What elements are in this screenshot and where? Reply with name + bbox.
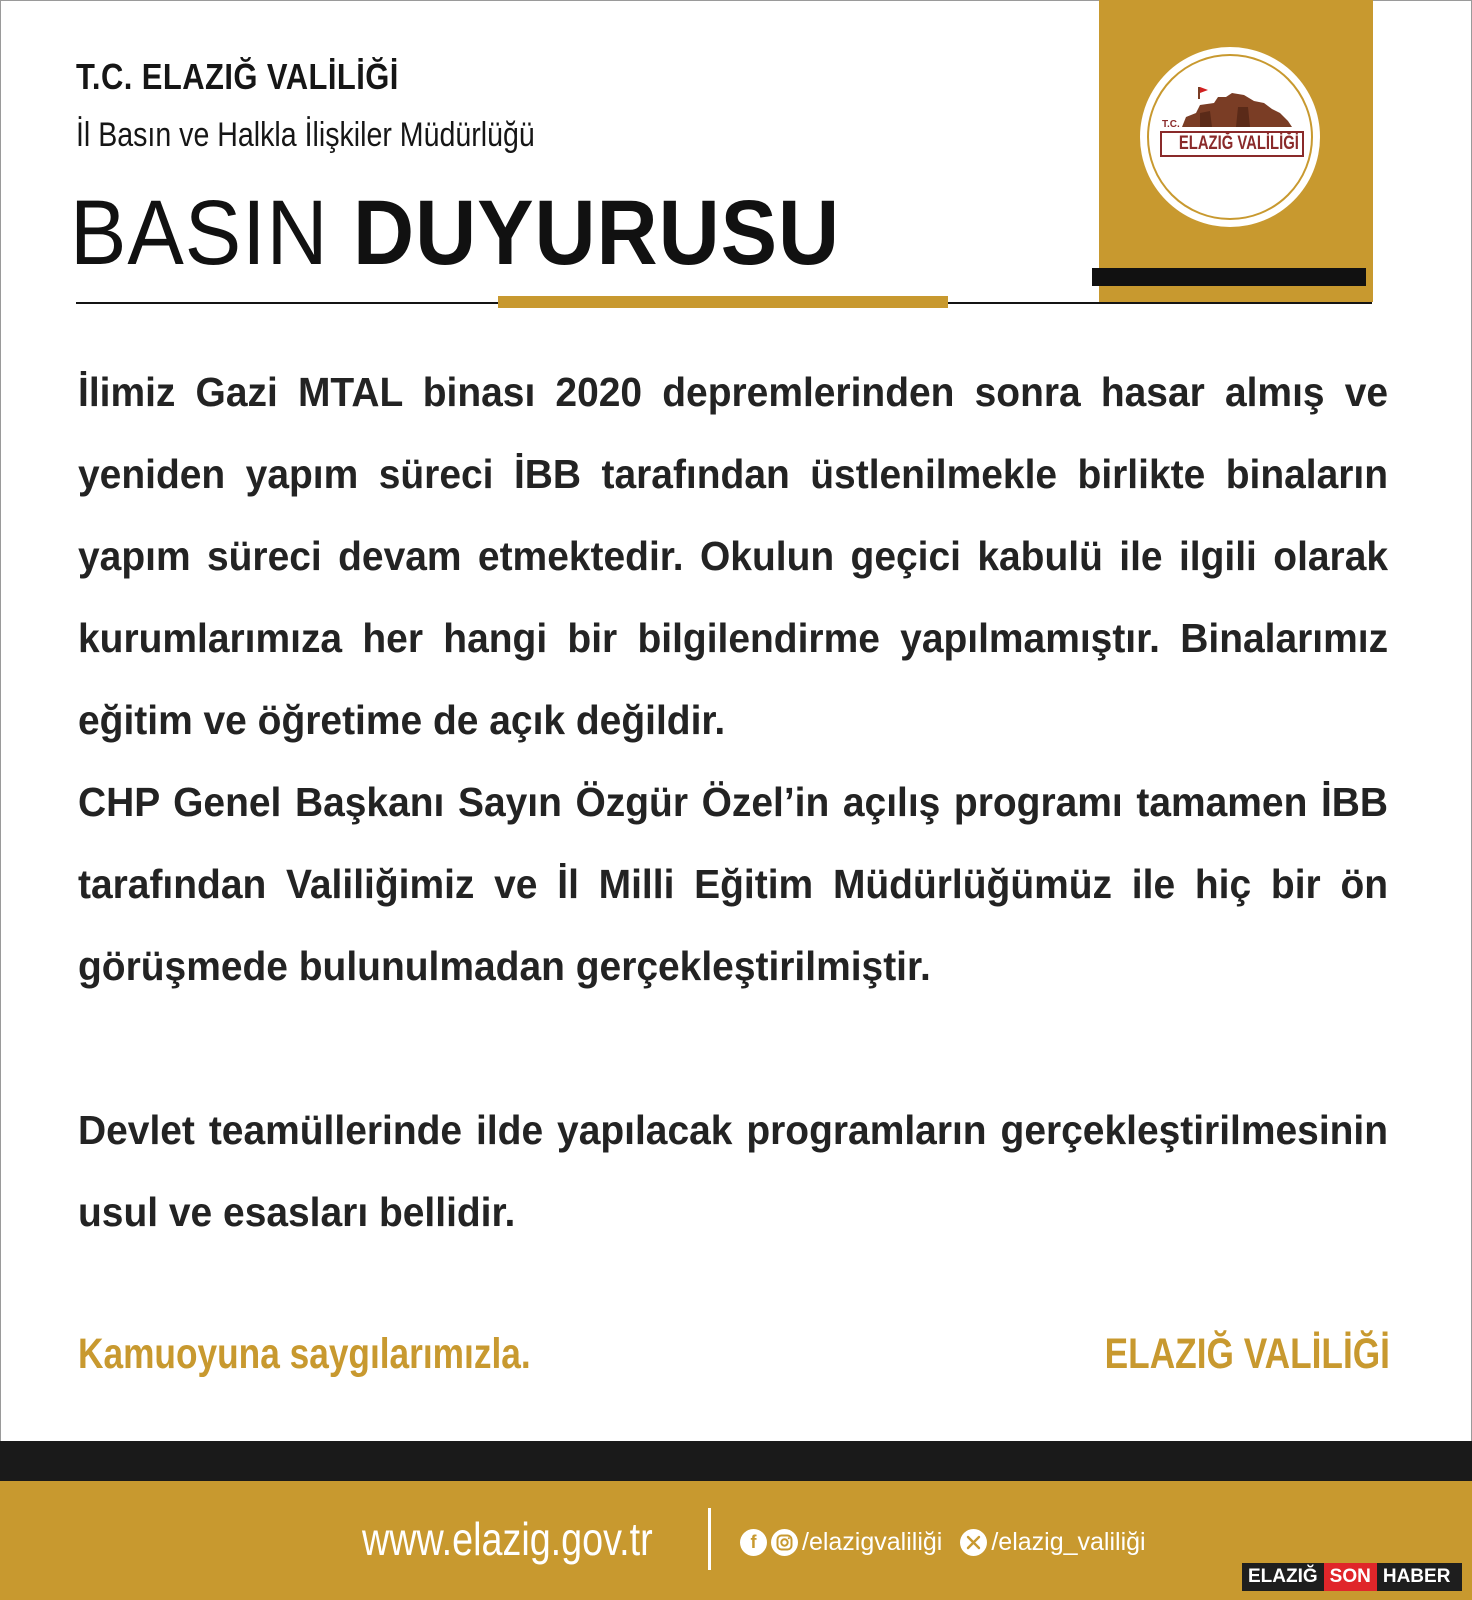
x-icon[interactable] (960, 1529, 987, 1556)
facebook-icon[interactable]: f (740, 1529, 767, 1556)
org-title: T.C. ELAZIĞ VALİLİĞİ (76, 56, 399, 97)
website-link[interactable]: www.elazig.gov.tr (362, 1513, 653, 1565)
watermark-part-1: ELAZIĞ (1242, 1563, 1324, 1591)
seal-name (1160, 131, 1304, 157)
header-black-bar (1092, 268, 1366, 286)
announcement-body (78, 351, 1388, 1253)
social-handle-facebook-instagram[interactable]: /elazigvaliliği (802, 1527, 943, 1556)
org-subtitle: İl Basın ve Halkla İlişkiler Müdürlüğü (76, 116, 535, 154)
footer-black-band (0, 1441, 1472, 1481)
social-handle-x[interactable]: /elazig_valiliği (991, 1527, 1146, 1556)
headline-bold: DUYURUSU (353, 182, 841, 284)
closing-signature: ELAZIĞ VALİLİĞİ (1104, 1330, 1390, 1378)
watermark-part-2: SON (1324, 1563, 1377, 1591)
social-links (740, 1524, 1164, 1560)
paragraph-3: Devlet teamüllerinde ilde yapılacak programların gerçekleştirilmesinin usul ve esasları bellidir. (78, 1107, 1389, 1235)
instagram-icon[interactable] (771, 1529, 798, 1556)
valilik-seal (1140, 47, 1320, 227)
paragraph-1: İlimiz Gazi MTAL binası 2020 depremlerinden sonra hasar almış ve yeniden yapım süreci İBB tarafından üstlenilmekle birlikte binaların yapım süreci devam etmektedir. Okulun geçici kabulü ile ilgili olarak kurumlarımıza her hangi bir bilgilendirme yapılmamıştır. Binalarımız eğitim ve öğretime de açık değildir. (78, 369, 1389, 743)
closing-greeting: Kamuoyuna saygılarımızla. (78, 1330, 531, 1378)
seal-prefix: T.C. (1162, 119, 1180, 130)
watermark-part-3: HABER (1377, 1563, 1462, 1591)
header-gold-accent (498, 296, 948, 308)
headline (70, 183, 840, 283)
headline-light: BASIN (70, 182, 329, 284)
paragraph-2: CHP Genel Başkanı Sayın Özgür Özel’in açılış programı tamamen İBB tarafından Valiliğimiz ve İl Milli Eğitim Müdürlüğümüz ile hiç bir ön görüşmede bulunulmadan gerçekleştirilmiştir. (78, 779, 1389, 989)
footer-divider (708, 1508, 711, 1570)
seal-name-text: ELAZIĞ VALİLİĞİ (1178, 133, 1299, 154)
news-watermark-badge (1242, 1563, 1462, 1591)
